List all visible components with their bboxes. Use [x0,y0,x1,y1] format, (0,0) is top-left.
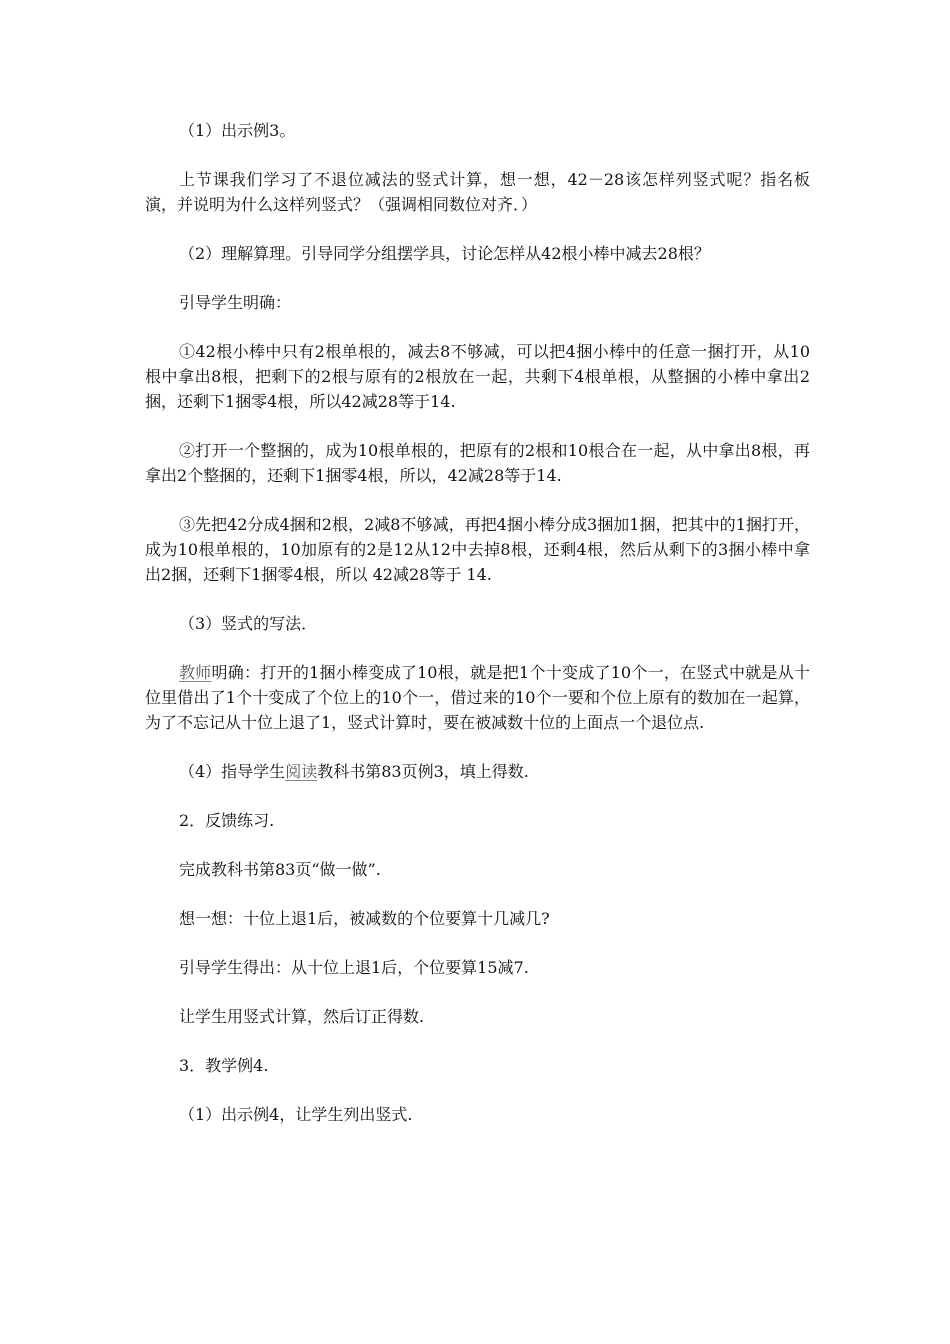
document-body [145,118,810,1151]
guide-reading-prefix: （4）指导学生 [179,762,286,781]
paragraph-method-3: ③先把42分成4捆和2根，2减8不够减，再把4捆小棒分成3捆加1捆，把其中的1捆打开，成为10根单根的，10加原有的2是12从12中去掉8根，还剩4根，然后从剩下的3捆小棒中拿出2捆，还剩下1捆零4根，所以 42减28等于 14. [145,515,810,584]
paragraph-vertical-writing: （3）竖式的写法． [179,614,318,633]
paragraph-complete-exercise: 完成教科书第83页“做一做”. [179,860,381,879]
paragraph-method-2: ②打开一个整捆的，成为10根单根的，把原有的2根和10根合在一起，从中拿出8根，再拿出2个整捆的，还剩下1捆零4根，所以，42减28等于14. [145,441,810,485]
paragraph-vertical-calc: 让学生用竖式计算，然后订正得数. [179,1007,425,1026]
paragraph-teacher-explains [145,660,810,735]
paragraph-understand-principle: （2）理解算理。引导同学分组摆学具，讨论怎样从42根小棒中减去28根？ [179,244,710,263]
paragraph-review-question: 上节课我们学习了不退位减法的竖式计算，想一想，42－28该怎样列竖式呢？指名板演，并说明为什么这样列竖式？（强调相同数位对齐．） [145,170,810,214]
paragraph-feedback-practice: 2．反馈练习. [179,811,275,830]
paragraph-think: 想一想：十位上退1后，被减数的个位要算十几减几? [179,909,550,928]
paragraph-guide-conclusion: 引导学生得出：从十位上退1后，个位要算15减7. [179,958,529,977]
paragraph-guide-students: 引导学生明确： [179,293,292,312]
paragraph-example-4-heading: 3．教学例4. [179,1056,269,1075]
guide-reading-text: 教科书第83页例3，填上得数. [317,762,529,781]
teacher-explains-text: 明确：打开的1捆小棒变成了10根，就是把1个十变成了10个一，在竖式中就是从十位里借出了1个十变成了个位上的10个一，借过来的10个一要和个位上原有的数加在一起算，为了不忘记从十位上退了1，竖式计算时，要在被减数十位的上面点一个退位点. [145,663,810,732]
reading-link[interactable]: 阅读 [285,762,318,781]
paragraph-guide-reading [145,759,810,784]
paragraph-show-example-3: （1）出示例3。 [179,121,296,140]
paragraph-show-example-4: （1）出示例4，让学生列出竖式. [179,1105,413,1124]
teacher-link[interactable]: 教师 [179,663,212,682]
paragraph-method-1: ①42根小棒中只有2根单根的，减去8不够减，可以把4捆小棒中的任意一捆打开，从10根中拿出8根，把剩下的2根与原有的2根放在一起，共剩下4根单根，从整捆的小棒中拿出2捆，还剩下1捆零4根，所以42减28等于14. [145,342,810,411]
